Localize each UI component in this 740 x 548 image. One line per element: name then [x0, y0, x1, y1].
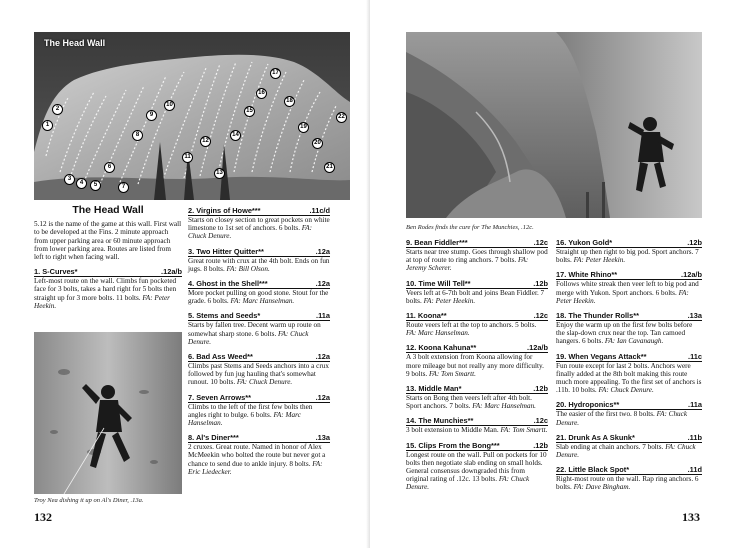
- route-grade: .12a: [315, 279, 330, 289]
- first-ascent: FA: Dave Bingham.: [573, 483, 631, 492]
- route-description: [556, 321, 702, 346]
- route-grade: .11d: [687, 465, 702, 475]
- topo-route-marker: 11: [182, 152, 193, 163]
- route-name: 18. The Thunder Rolls**: [556, 311, 639, 321]
- topo-route-marker: 1: [42, 120, 53, 131]
- route-heading: [406, 343, 548, 353]
- route-entry: [556, 352, 702, 395]
- route-entry: [556, 270, 702, 305]
- route-description: [188, 321, 330, 346]
- topo-illustration: [34, 32, 350, 200]
- climber-photo-munchies: [406, 32, 702, 218]
- left-column-2: [188, 206, 330, 482]
- route-name: 19. When Vegans Attack**: [556, 351, 647, 361]
- topo-route-marker: 10: [164, 100, 175, 111]
- route-heading: [556, 400, 702, 410]
- first-ascent: FA: Chuck Denure.: [556, 442, 696, 460]
- route-heading: [406, 384, 548, 394]
- route-heading: [188, 279, 330, 289]
- route-entry: [406, 238, 548, 273]
- page-number: 133: [682, 510, 700, 524]
- route-description-text: Starts on closey section to great pockets on white limestone to 1st set of anchors. 6 bolts.: [188, 216, 330, 233]
- left-photo-caption: Troy Nea dishing it up on Al's Diner, .13a.: [34, 497, 144, 504]
- topo-route-marker: 22: [336, 112, 347, 123]
- route-heading: [556, 238, 702, 248]
- route-entry: [556, 433, 702, 459]
- route-description: [34, 277, 182, 310]
- topo-route-marker: 13: [214, 168, 225, 179]
- right-photo-caption: Ben Rodes finds the cure for The Munchies, .12c.: [406, 224, 534, 231]
- route-name: 3. Two Hitter Quitter**: [188, 246, 264, 256]
- route-description-text: Veers left at 6-7th bolt and joins Bean Fiddler. 7 bolts.: [406, 288, 545, 305]
- first-ascent: FA: Tom Smartt.: [428, 369, 476, 378]
- route-heading: [556, 311, 702, 321]
- route-description-text: Route veers left at the top to anchors. 5 bolts.: [406, 321, 537, 330]
- route-name: 15. Clips From the Bong***: [406, 440, 500, 450]
- route-description-text: Slab ending at chain anchors. 7 bolts.: [556, 442, 664, 451]
- route-description: [556, 248, 702, 264]
- topo-route-marker: 5: [90, 180, 101, 191]
- route-heading: [406, 279, 548, 289]
- topo-route-marker: 19: [298, 122, 309, 133]
- route-description: [406, 451, 548, 492]
- route-heading: [188, 433, 330, 443]
- route-grade: .13a: [687, 311, 702, 321]
- route-list: [406, 238, 548, 492]
- route-grade: .12a: [315, 352, 330, 362]
- topo-route-marker: 18: [284, 96, 295, 107]
- route-grade: .12b: [687, 238, 702, 247]
- route-name: 13. Middle Man*: [406, 384, 462, 394]
- route-description-text: Starts near tree stump. Goes through shallow pod at top of route to ring anchors. 7 bolts.: [406, 248, 548, 265]
- route-name: 9. Bean Fiddler***: [406, 238, 468, 247]
- first-ascent: FA: Peter Heekin.: [34, 293, 170, 310]
- route-name: 10. Time Will Tell**: [406, 278, 471, 288]
- route-heading: [406, 311, 548, 321]
- route-heading: [34, 267, 182, 277]
- route-entry: [188, 352, 330, 387]
- route-grade: .11b: [687, 432, 702, 442]
- route-name: 17. White Rhino**: [556, 270, 618, 280]
- climber-photo-als-diner: [34, 332, 182, 494]
- route-description-text: Starts on Bong then veers left after 4th bolt. Sport anchors. 7 bolts.: [406, 394, 532, 411]
- route-heading: [188, 352, 330, 362]
- route-entry: [188, 311, 330, 346]
- route-description: [406, 394, 548, 410]
- topo-title: The Head Wall: [44, 38, 106, 48]
- route-description-text: Enjoy the warm up on the first few bolts before the slap-down crux near the top. Tan camoed hangers. 6 bolts.: [556, 321, 693, 346]
- route-description-text: Great route with crux at the 4th bolt. Ends on fun jugs. 8 bolts.: [188, 256, 330, 273]
- route-description: [556, 280, 702, 305]
- topo-route-marker: 7: [118, 182, 129, 193]
- route-heading: [188, 247, 330, 257]
- route-grade: .12a: [315, 246, 330, 256]
- route-description: [556, 362, 702, 395]
- route-description: [556, 410, 702, 426]
- topo-route-marker: 8: [132, 130, 143, 141]
- first-ascent: FA: Marc Hanselman.: [188, 410, 301, 428]
- route-heading: [556, 465, 702, 475]
- route-description-text: Longest route on the wall. Pull on pockets for 10 bolts then negotiate slab ending on small holds. General consensus downgraded this from original rating of .12c. 13 bolts.: [406, 450, 547, 484]
- route-grade: .11a: [688, 400, 702, 410]
- route-entry: [406, 416, 548, 434]
- route-entry: [556, 465, 702, 491]
- route-entry: [406, 441, 548, 492]
- first-ascent: FA: Chuck Denure.: [556, 410, 688, 427]
- route-description: [188, 216, 330, 241]
- topo-route-marker: 9: [146, 110, 157, 121]
- right-column-2: [556, 238, 702, 498]
- route-grade: .12b: [533, 278, 548, 288]
- route-description-text: 2 cruxes. Great route. Named in honor of Alex McMeekin who bolted the route but never got a chance to send due to ankle injury. 8 bolts.: [188, 443, 326, 468]
- route-name: 14. The Munchies**: [406, 416, 474, 426]
- route-entry: [188, 206, 330, 241]
- route-list: [34, 267, 182, 310]
- first-ascent: FA: Peter Heekin.: [556, 288, 689, 305]
- first-ascent: FA: Marc Hanselman.: [230, 297, 295, 306]
- route-list: [556, 238, 702, 492]
- route-list: [188, 206, 330, 476]
- route-name: 16. Yukon Gold*: [556, 238, 613, 247]
- first-ascent: FA: Chuck Denure.: [406, 475, 530, 492]
- first-ascent: FA: Eric Liedecker.: [188, 459, 323, 476]
- route-description: [406, 289, 548, 305]
- first-ascent: FA: Jeremy Scherer.: [406, 256, 529, 273]
- route-description-text: Starts by fallen tree. Decent warm up route on somewhat sharp stone. 6 bolts.: [188, 321, 321, 338]
- first-ascent: FA: Tom Smartt.: [500, 426, 548, 435]
- topo-route-marker: 3: [64, 174, 75, 185]
- topo-route-marker: 20: [312, 138, 323, 149]
- first-ascent: FA: Chuck Denure.: [188, 224, 313, 241]
- route-name: 22. Little Black Spot*: [556, 465, 630, 475]
- topo-route-marker: 12: [200, 136, 211, 147]
- route-description: [188, 403, 330, 428]
- route-heading: [406, 238, 548, 248]
- route-entry: [406, 384, 548, 410]
- route-name: 7. Seven Arrows**: [188, 392, 251, 402]
- topo-route-marker: 15: [244, 106, 255, 117]
- route-grade: .11a: [316, 311, 330, 321]
- route-description: [406, 353, 548, 378]
- first-ascent: FA: Marc Hanselman.: [472, 402, 536, 411]
- route-entry: [188, 433, 330, 476]
- route-name: 6. Bad Ass Weed**: [188, 352, 253, 362]
- route-entry: [406, 279, 548, 305]
- route-entry: [406, 311, 548, 337]
- route-entry: [556, 311, 702, 346]
- first-ascent: FA: Peter Heekin.: [423, 296, 476, 305]
- route-name: 21. Drunk As A Skunk*: [556, 432, 635, 442]
- route-grade: .13a: [315, 433, 330, 443]
- route-description: [188, 257, 330, 273]
- topo-route-marker: 14: [230, 130, 241, 141]
- route-description-text: Right-most route on the wall. Rap ring anchors. 6 bolts.: [556, 475, 699, 492]
- route-grade: .11c/d: [309, 206, 330, 215]
- route-grade: .12a: [315, 392, 330, 402]
- route-description-text: More pocket pulling on good stone. Stout for the grade. 6 bolts.: [188, 289, 329, 306]
- route-description-text: Climbs past Stems and Seeds anchors into a crux followed by fun jug hauling that's somewhat runout. 10 bolts.: [188, 362, 329, 387]
- route-description: [188, 289, 330, 305]
- route-name: 8. Al's Diner***: [188, 433, 239, 443]
- topo-route-marker: 6: [104, 162, 115, 173]
- route-entry: [188, 279, 330, 305]
- right-column-1: [406, 238, 548, 498]
- topo-route-marker: 4: [76, 178, 87, 189]
- topo-route-marker: 17: [270, 68, 281, 79]
- route-description: [188, 362, 330, 387]
- valley-climber-image: [406, 32, 702, 218]
- route-description-text: Climbs to the left of the first few bolts then angles right to bulge. 6 bolts.: [188, 402, 313, 419]
- route-grade: .12b: [533, 384, 548, 394]
- route-entry: [34, 267, 182, 310]
- topo-route-marker: 16: [256, 88, 267, 99]
- first-ascent: FA: Marc Hanselman.: [406, 329, 470, 338]
- route-description: [406, 248, 548, 273]
- route-name: 12. Koona Kahuna**: [406, 343, 477, 353]
- route-heading: [406, 441, 548, 451]
- route-name: 11. Koona**: [406, 311, 447, 321]
- route-heading: [556, 352, 702, 362]
- route-name: 20. Hydroponics**: [556, 400, 620, 410]
- route-entry: [556, 400, 702, 426]
- route-grade: .12c: [533, 238, 548, 247]
- route-entry: [188, 393, 330, 428]
- route-entry: [556, 238, 702, 264]
- route-entry: [188, 247, 330, 273]
- route-heading: [556, 270, 702, 280]
- climber-image: [34, 332, 182, 494]
- route-heading: [188, 393, 330, 403]
- route-description-text: Follows white streak then veer left to big pod and merge with Yukon. Sport anchors. 6 bolts.: [556, 280, 699, 297]
- route-description-text: Straight up then right to big pod. Sport anchors. 7 bolts.: [556, 248, 699, 265]
- route-grade: .12c: [533, 416, 548, 426]
- route-heading: [188, 206, 330, 216]
- route-description-text: 3 bolt extension to Middle Man.: [406, 426, 499, 435]
- topo-route-marker: 21: [324, 162, 335, 173]
- route-description-text: Left-most route on the wall. Climbs fun pocketed face for 3 bolts, takes a hard right for 5 bolts then straight up for 3 more bolts. 11 bolts.: [34, 277, 177, 302]
- topo-route-marker: 2: [52, 104, 63, 115]
- route-name: 5. Stems and Seeds*: [188, 311, 261, 321]
- route-heading: [556, 433, 702, 443]
- route-grade: .12b: [533, 440, 548, 450]
- route-heading: [406, 416, 548, 426]
- route-description: [406, 426, 548, 434]
- route-description: [188, 443, 330, 476]
- route-name: 4. Ghost in the Shell***: [188, 279, 268, 289]
- intro-paragraph: 5.12 is the name of the game at this wall. First wall to be developed at the Fins. 2 minute approach from upper parking area or 60 minute approach from lower parking area. Routes are listed from left to right when facing wall.: [34, 220, 182, 262]
- route-entry: [406, 343, 548, 378]
- route-description-text: A 3 bolt extension from Koona allowing for more mileage but not really any more difficulty. 9 bolts.: [406, 353, 544, 378]
- route-name: 2. Virgins of Howe***: [188, 206, 261, 215]
- first-ascent: FA: Ian Cavanaugh.: [604, 337, 664, 346]
- route-grade: .12c: [533, 311, 548, 321]
- first-ascent: FA: Bill Olson.: [226, 264, 270, 273]
- route-description: [406, 321, 548, 337]
- route-grade: .12a/b: [681, 270, 702, 280]
- route-heading: [188, 311, 330, 321]
- route-name: 1. S-Curves*: [34, 267, 78, 277]
- route-grade: .12a/b: [161, 267, 182, 277]
- route-description-text: Fun route except for last 2 bolts. Anchors were finally added at the 8th bolt making this route much more appealing. To the first set of anchors is .11b. 10 bolts.: [556, 361, 702, 395]
- first-ascent: FA: Peter Heekin.: [573, 256, 626, 265]
- section-title: The Head Wall: [72, 204, 144, 216]
- left-column-1: [34, 206, 182, 316]
- page-number: 132: [34, 510, 52, 524]
- route-description: [556, 443, 702, 459]
- first-ascent: FA: Chuck Denure.: [188, 329, 309, 346]
- right-page: [370, 0, 740, 548]
- first-ascent: FA: Chuck Denure.: [598, 386, 654, 395]
- first-ascent: FA: Chuck Denure.: [236, 378, 293, 387]
- route-grade: .11c: [688, 351, 702, 361]
- route-grade: .12a/b: [527, 343, 548, 353]
- route-description-text: The easier of the first two. 8 bolts.: [556, 410, 655, 419]
- route-description: [556, 475, 702, 491]
- head-wall-topo-photo: [34, 32, 350, 200]
